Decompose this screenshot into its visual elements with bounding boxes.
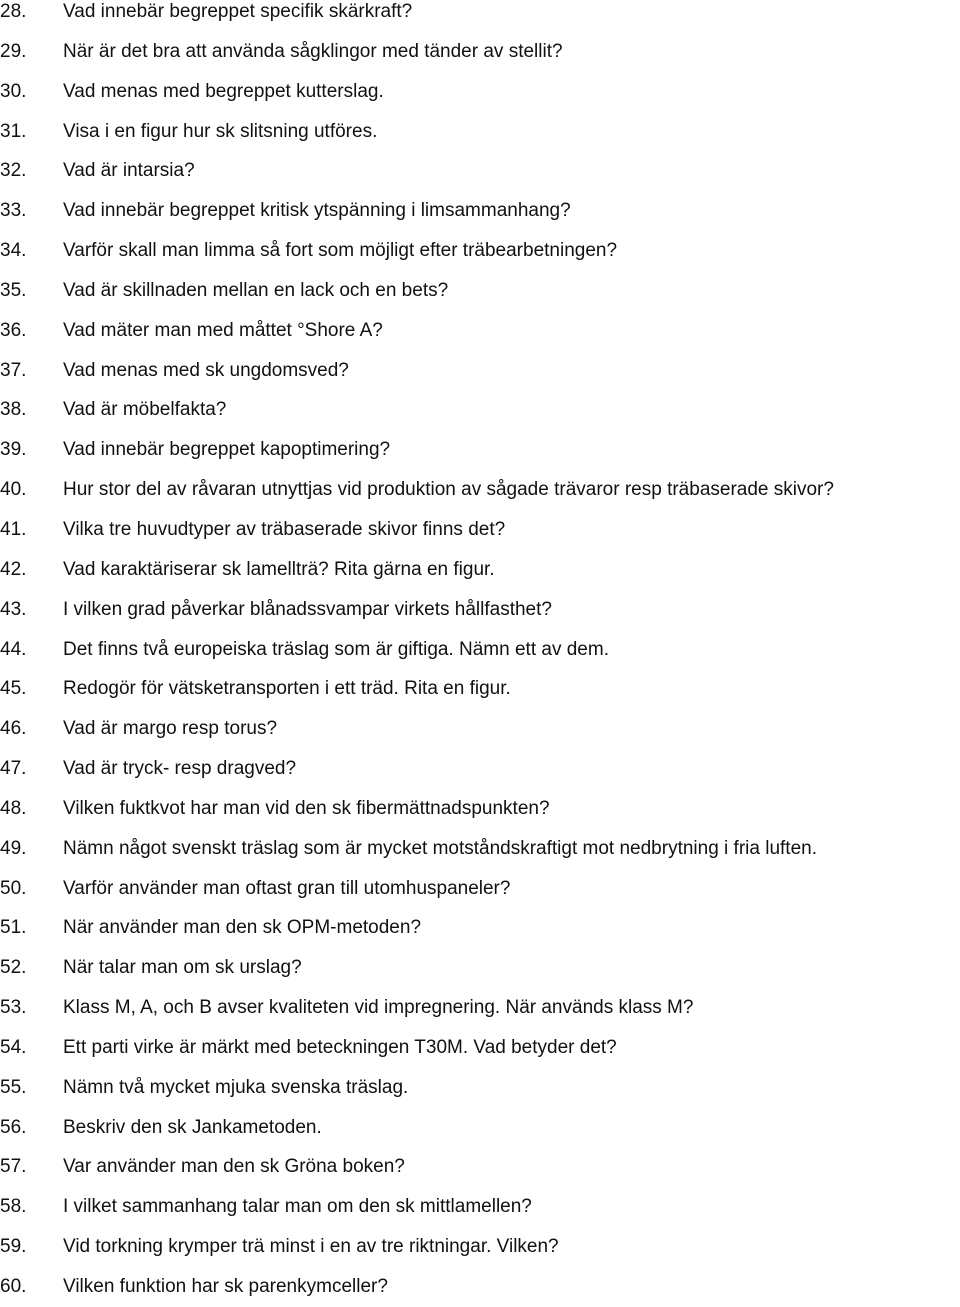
question-item <box>0 1068 960 1108</box>
question-number: 59. <box>0 1236 27 1258</box>
question-text: När talar man om sk urslag? <box>63 957 302 979</box>
question-item <box>0 590 960 630</box>
question-text: Varför använder man oftast gran till utomhuspaneler? <box>63 877 511 899</box>
question-item <box>0 390 960 430</box>
question-item <box>0 550 960 590</box>
question-number: 41. <box>0 518 27 540</box>
question-text: Klass M, A, och B avser kvaliteten vid impregnering. När används klass M? <box>63 997 694 1019</box>
question-number: 48. <box>0 797 27 819</box>
question-text: Var använder man den sk Gröna boken? <box>63 1156 405 1178</box>
question-item <box>0 271 960 311</box>
question-item <box>0 311 960 351</box>
question-text: Vid torkning krymper trä minst i en av tre riktningar. Vilken? <box>63 1236 559 1258</box>
question-item <box>0 869 960 909</box>
question-number: 36. <box>0 319 27 341</box>
question-number: 29. <box>0 40 27 62</box>
question-number: 57. <box>0 1156 27 1178</box>
question-item <box>0 72 960 112</box>
question-text: Vad är intarsia? <box>63 160 195 182</box>
question-item <box>0 231 960 271</box>
question-text: Vad innebär begreppet kritisk ytspänning i limsammanhang? <box>63 200 571 222</box>
question-number: 39. <box>0 439 27 461</box>
question-text: Vilka tre huvudtyper av träbaserade skivor finns det? <box>63 518 506 540</box>
question-number: 35. <box>0 279 27 301</box>
question-number: 60. <box>0 1276 27 1297</box>
question-item <box>0 1187 960 1227</box>
question-item <box>0 948 960 988</box>
question-number: 40. <box>0 479 27 501</box>
question-number: 46. <box>0 718 27 740</box>
question-text: Vad karaktäriserar sk lamellträ? Rita gärna en figur. <box>63 558 495 580</box>
question-number: 54. <box>0 1036 27 1058</box>
question-text: Vad mäter man med måttet °Shore A? <box>63 319 383 341</box>
question-number: 44. <box>0 638 27 660</box>
question-number: 51. <box>0 917 27 939</box>
question-text: När är det bra att använda sågklingor med tänder av stellit? <box>63 40 563 62</box>
question-number: 47. <box>0 758 27 780</box>
question-number: 58. <box>0 1196 27 1218</box>
question-number: 55. <box>0 1076 27 1098</box>
question-text: Hur stor del av råvaran utnyttjas vid produktion av sågade trävaror resp träbaserade skivor? <box>63 479 834 501</box>
question-number: 32. <box>0 160 27 182</box>
question-number: 28. <box>0 1 27 22</box>
question-number: 49. <box>0 837 27 859</box>
question-number: 42. <box>0 558 27 580</box>
question-text: Vad är tryck- resp dragved? <box>63 758 297 780</box>
question-number: 33. <box>0 200 27 222</box>
question-item <box>0 351 960 391</box>
question-text: Nämn två mycket mjuka svenska träslag. <box>63 1076 409 1098</box>
question-number: 45. <box>0 678 27 700</box>
question-text: I vilken grad påverkar blånadssvampar virkets hållfasthet? <box>63 598 552 620</box>
question-number: 37. <box>0 359 27 381</box>
question-text: Vad är möbelfakta? <box>63 399 227 421</box>
question-item <box>0 988 960 1028</box>
question-item <box>0 510 960 550</box>
question-text: Vad menas med sk ungdomsved? <box>63 359 349 381</box>
question-number: 56. <box>0 1116 27 1138</box>
question-text: Vilken funktion har sk parenkymceller? <box>63 1276 388 1297</box>
question-number: 38. <box>0 399 27 421</box>
question-item <box>0 0 960 32</box>
question-text: Beskriv den sk Jankametoden. <box>63 1116 322 1138</box>
question-text: Vad innebär begreppet specifik skärkraft? <box>63 1 413 22</box>
question-item <box>0 669 960 709</box>
question-item <box>0 1267 960 1307</box>
question-number: 50. <box>0 877 27 899</box>
question-item <box>0 1108 960 1148</box>
question-text: Vad menas med begreppet kutterslag. <box>63 80 384 102</box>
question-text: Ett parti virke är märkt med beteckningen T30M. Vad betyder det? <box>63 1036 617 1058</box>
question-item <box>0 1147 960 1187</box>
question-number: 52. <box>0 957 27 979</box>
question-text: Det finns två europeiska träslag som är giftiga. Nämn ett av dem. <box>63 638 609 660</box>
question-number: 34. <box>0 240 27 262</box>
question-text: Vad innebär begreppet kapoptimering? <box>63 439 391 461</box>
question-number: 53. <box>0 997 27 1019</box>
question-number: 43. <box>0 598 27 620</box>
question-item <box>0 32 960 72</box>
question-item <box>0 430 960 470</box>
question-item <box>0 112 960 152</box>
question-text: Nämn något svenskt träslag som är mycket motståndskraftigt mot nedbrytning i fria luften. <box>63 837 817 859</box>
question-item <box>0 1028 960 1068</box>
question-number: 31. <box>0 120 27 142</box>
question-item <box>0 191 960 231</box>
question-item <box>0 1227 960 1267</box>
question-text: Vad är margo resp torus? <box>63 718 278 740</box>
question-item <box>0 630 960 670</box>
question-number: 30. <box>0 80 27 102</box>
question-text: Vilken fuktkvot har man vid den sk fibermättnadspunkten? <box>63 797 550 819</box>
question-item <box>0 749 960 789</box>
question-text: När använder man den sk OPM-metoden? <box>63 917 422 939</box>
question-text: Redogör för vätsketransporten i ett träd. Rita en figur. <box>63 678 511 700</box>
question-text: Varför skall man limma så fort som möjligt efter träbearbetningen? <box>63 240 618 262</box>
question-item <box>0 829 960 869</box>
question-item <box>0 908 960 948</box>
question-item <box>0 789 960 829</box>
question-item <box>0 709 960 749</box>
question-text: I vilket sammanhang talar man om den sk mittlamellen? <box>63 1196 532 1218</box>
question-text: Vad är skillnaden mellan en lack och en bets? <box>63 279 449 301</box>
question-item <box>0 151 960 191</box>
question-text: Visa i en figur hur sk slitsning utföres. <box>63 120 378 142</box>
question-item <box>0 470 960 510</box>
